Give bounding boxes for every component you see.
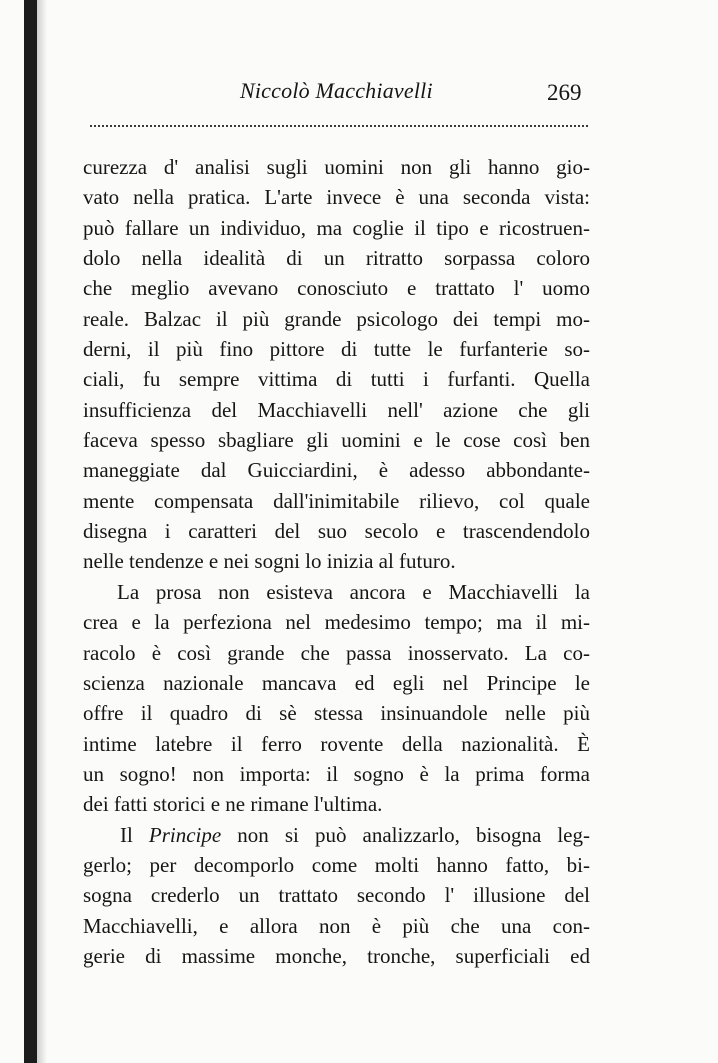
text-line: insufficienza del Macchiavelli nell' azione che gli [83, 397, 590, 422]
italic-title: Principe [148, 822, 222, 847]
text-line: mente compensata dall'inimitabile rilievo, col quale [83, 488, 590, 513]
text-line: gerlo; per decomporlo come molti hanno fatto, bi- [83, 852, 590, 877]
text-line: reale. Balzac il più grande psicologo dei tempi mo- [83, 306, 590, 331]
text-line: sogna crederlo un trattato secondo l' illusione del [83, 883, 590, 908]
gutter-shadow [37, 0, 47, 1063]
text-line: gerie di massime monche, tronche, superficiali ed [83, 943, 590, 968]
text-line: offre il quadro di sè stessa insinuandole nelle più [83, 701, 590, 726]
text-line: ciali, fu sempre vittima di tutti i furfanti. Quella [83, 367, 590, 392]
text-line: racolo è così grande che passa inosservato. La co- [83, 640, 590, 665]
text-line: curezza d' analisi sugli uomini non gli hanno gio- [83, 155, 590, 179]
text-line: che meglio avevano conosciuto e trattato l' uomo [83, 276, 590, 301]
running-title: Niccolò Macchiavelli [240, 78, 433, 103]
header-dotted-rule [90, 125, 588, 127]
text-line: scienza nazionale mancava ed egli nel Principe le [83, 670, 590, 695]
page-number: 269 [547, 80, 582, 105]
text-line: crea e la perfeziona nel medesimo tempo; ma il mi- [83, 610, 590, 635]
book-spine-edge [24, 0, 37, 1063]
text-line: maneggiate dal Guicciardini, è adesso abbondante- [83, 458, 590, 483]
text-line: intime latebre il ferro rovente della nazionalità. È [83, 731, 590, 756]
text-line: dei fatti storici e ne rimane l'ultima. [83, 792, 383, 817]
text-line: nelle tendenze e nei sogni lo inizia al futuro. [83, 549, 456, 574]
text-line: dolo nella idealità di un ritratto sorpassa coloro [83, 246, 590, 271]
text-line: disegna i caratteri del suo secolo e trascendendolo [83, 519, 590, 544]
text-line: faceva spesso sbagliare gli uomini e le cose così ben [83, 428, 590, 453]
text-line: derni, il più fino pittore di tutte le furfanterie so- [83, 337, 590, 362]
text-line: La prosa non esisteva ancora e Macchiavelli la [117, 579, 590, 604]
text-line: Macchiavelli, e allora non è più che una con- [83, 913, 590, 938]
text-run: non si può analizzarlo, bisogna leg- [221, 822, 590, 847]
text-line: un sogno! non importa: il sogno è la prima forma [83, 761, 590, 786]
body-text [83, 152, 590, 971]
text-line: vato nella pratica. L'arte invece è una seconda vista: [83, 185, 590, 210]
text-line [83, 820, 590, 850]
text-line: può fallare un individuo, ma coglie il tipo e ricostruen- [83, 215, 590, 240]
text-run: Il [120, 822, 149, 847]
